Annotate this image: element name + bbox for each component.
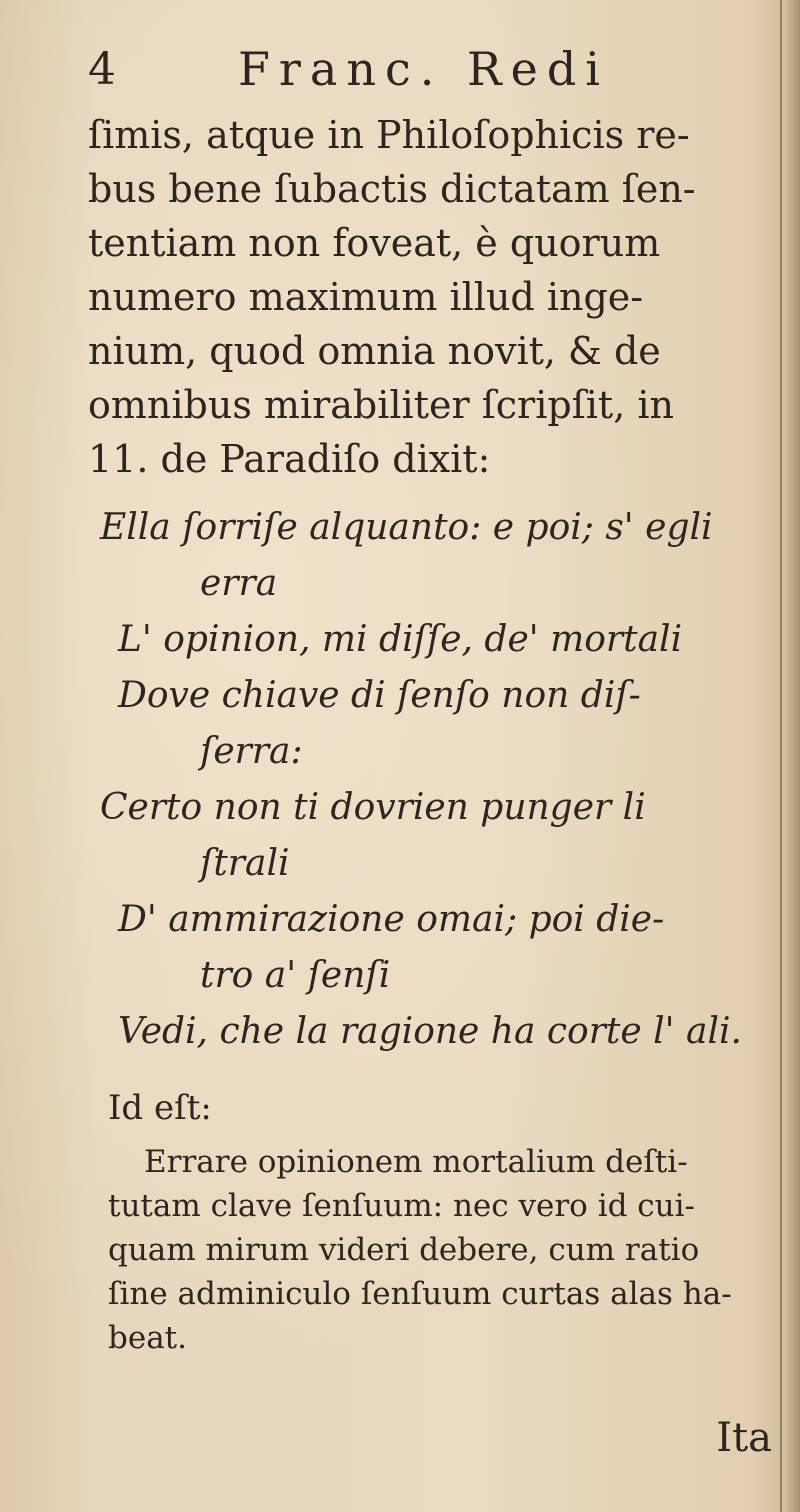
- verse-quotation: [100, 500, 790, 1060]
- translation-line: beat.: [108, 1320, 187, 1356]
- translation-line: ſine adminiculo ſenſuum curtas alas ha-: [108, 1276, 732, 1312]
- verse-line-continuation: erra: [200, 563, 278, 604]
- page-header: [88, 40, 768, 100]
- page-number: 4: [88, 44, 116, 95]
- translation-line: Errare opinionem mortalium deſti-: [144, 1144, 688, 1180]
- translation-line: tutam clave ſenſuum: nec vero id cui-: [108, 1188, 696, 1224]
- body-line: nium, quod omnia novit, & de: [88, 329, 661, 373]
- body-paragraph: [88, 108, 778, 486]
- body-line: numero maximum illud inge-: [88, 275, 644, 319]
- body-line: tentiam non foveat, è quorum: [88, 221, 661, 265]
- translation-line: quam mirum videri debere, cum ratio: [108, 1232, 700, 1268]
- body-line: ſimis, atque in Philoſophicis re-: [88, 113, 690, 157]
- running-head: Franc. Redi: [238, 42, 609, 96]
- verse-line: L' opinion, mi diſſe, de' mortali: [118, 619, 683, 660]
- latin-translation: [108, 1140, 788, 1360]
- verse-line-continuation: ſtrali: [200, 843, 290, 884]
- verse-line: Vedi, che la ragione ha corte l' ali.: [118, 1011, 742, 1052]
- verse-line: Ella ſorriſe alquanto: e poi; s' egli: [100, 507, 713, 548]
- catchword: Ita: [716, 1415, 772, 1461]
- verse-line: Dove chiave di ſenſo non diſ-: [118, 675, 641, 716]
- verse-line-continuation: tro a' ſenſi: [200, 955, 391, 996]
- verse-line: D' ammirazione omai; poi die-: [118, 899, 665, 940]
- body-line: bus bene ſubactis dictatam ſen-: [88, 167, 696, 211]
- id-est-label: Id eſt:: [108, 1088, 212, 1128]
- body-line: omnibus mirabiliter ſcripſit, in: [88, 383, 674, 427]
- verse-line-continuation: ſerra:: [200, 731, 303, 772]
- verse-line: Certo non ti dovrien punger li: [100, 787, 646, 828]
- body-line: 11. de Paradiſo dixit:: [88, 437, 491, 481]
